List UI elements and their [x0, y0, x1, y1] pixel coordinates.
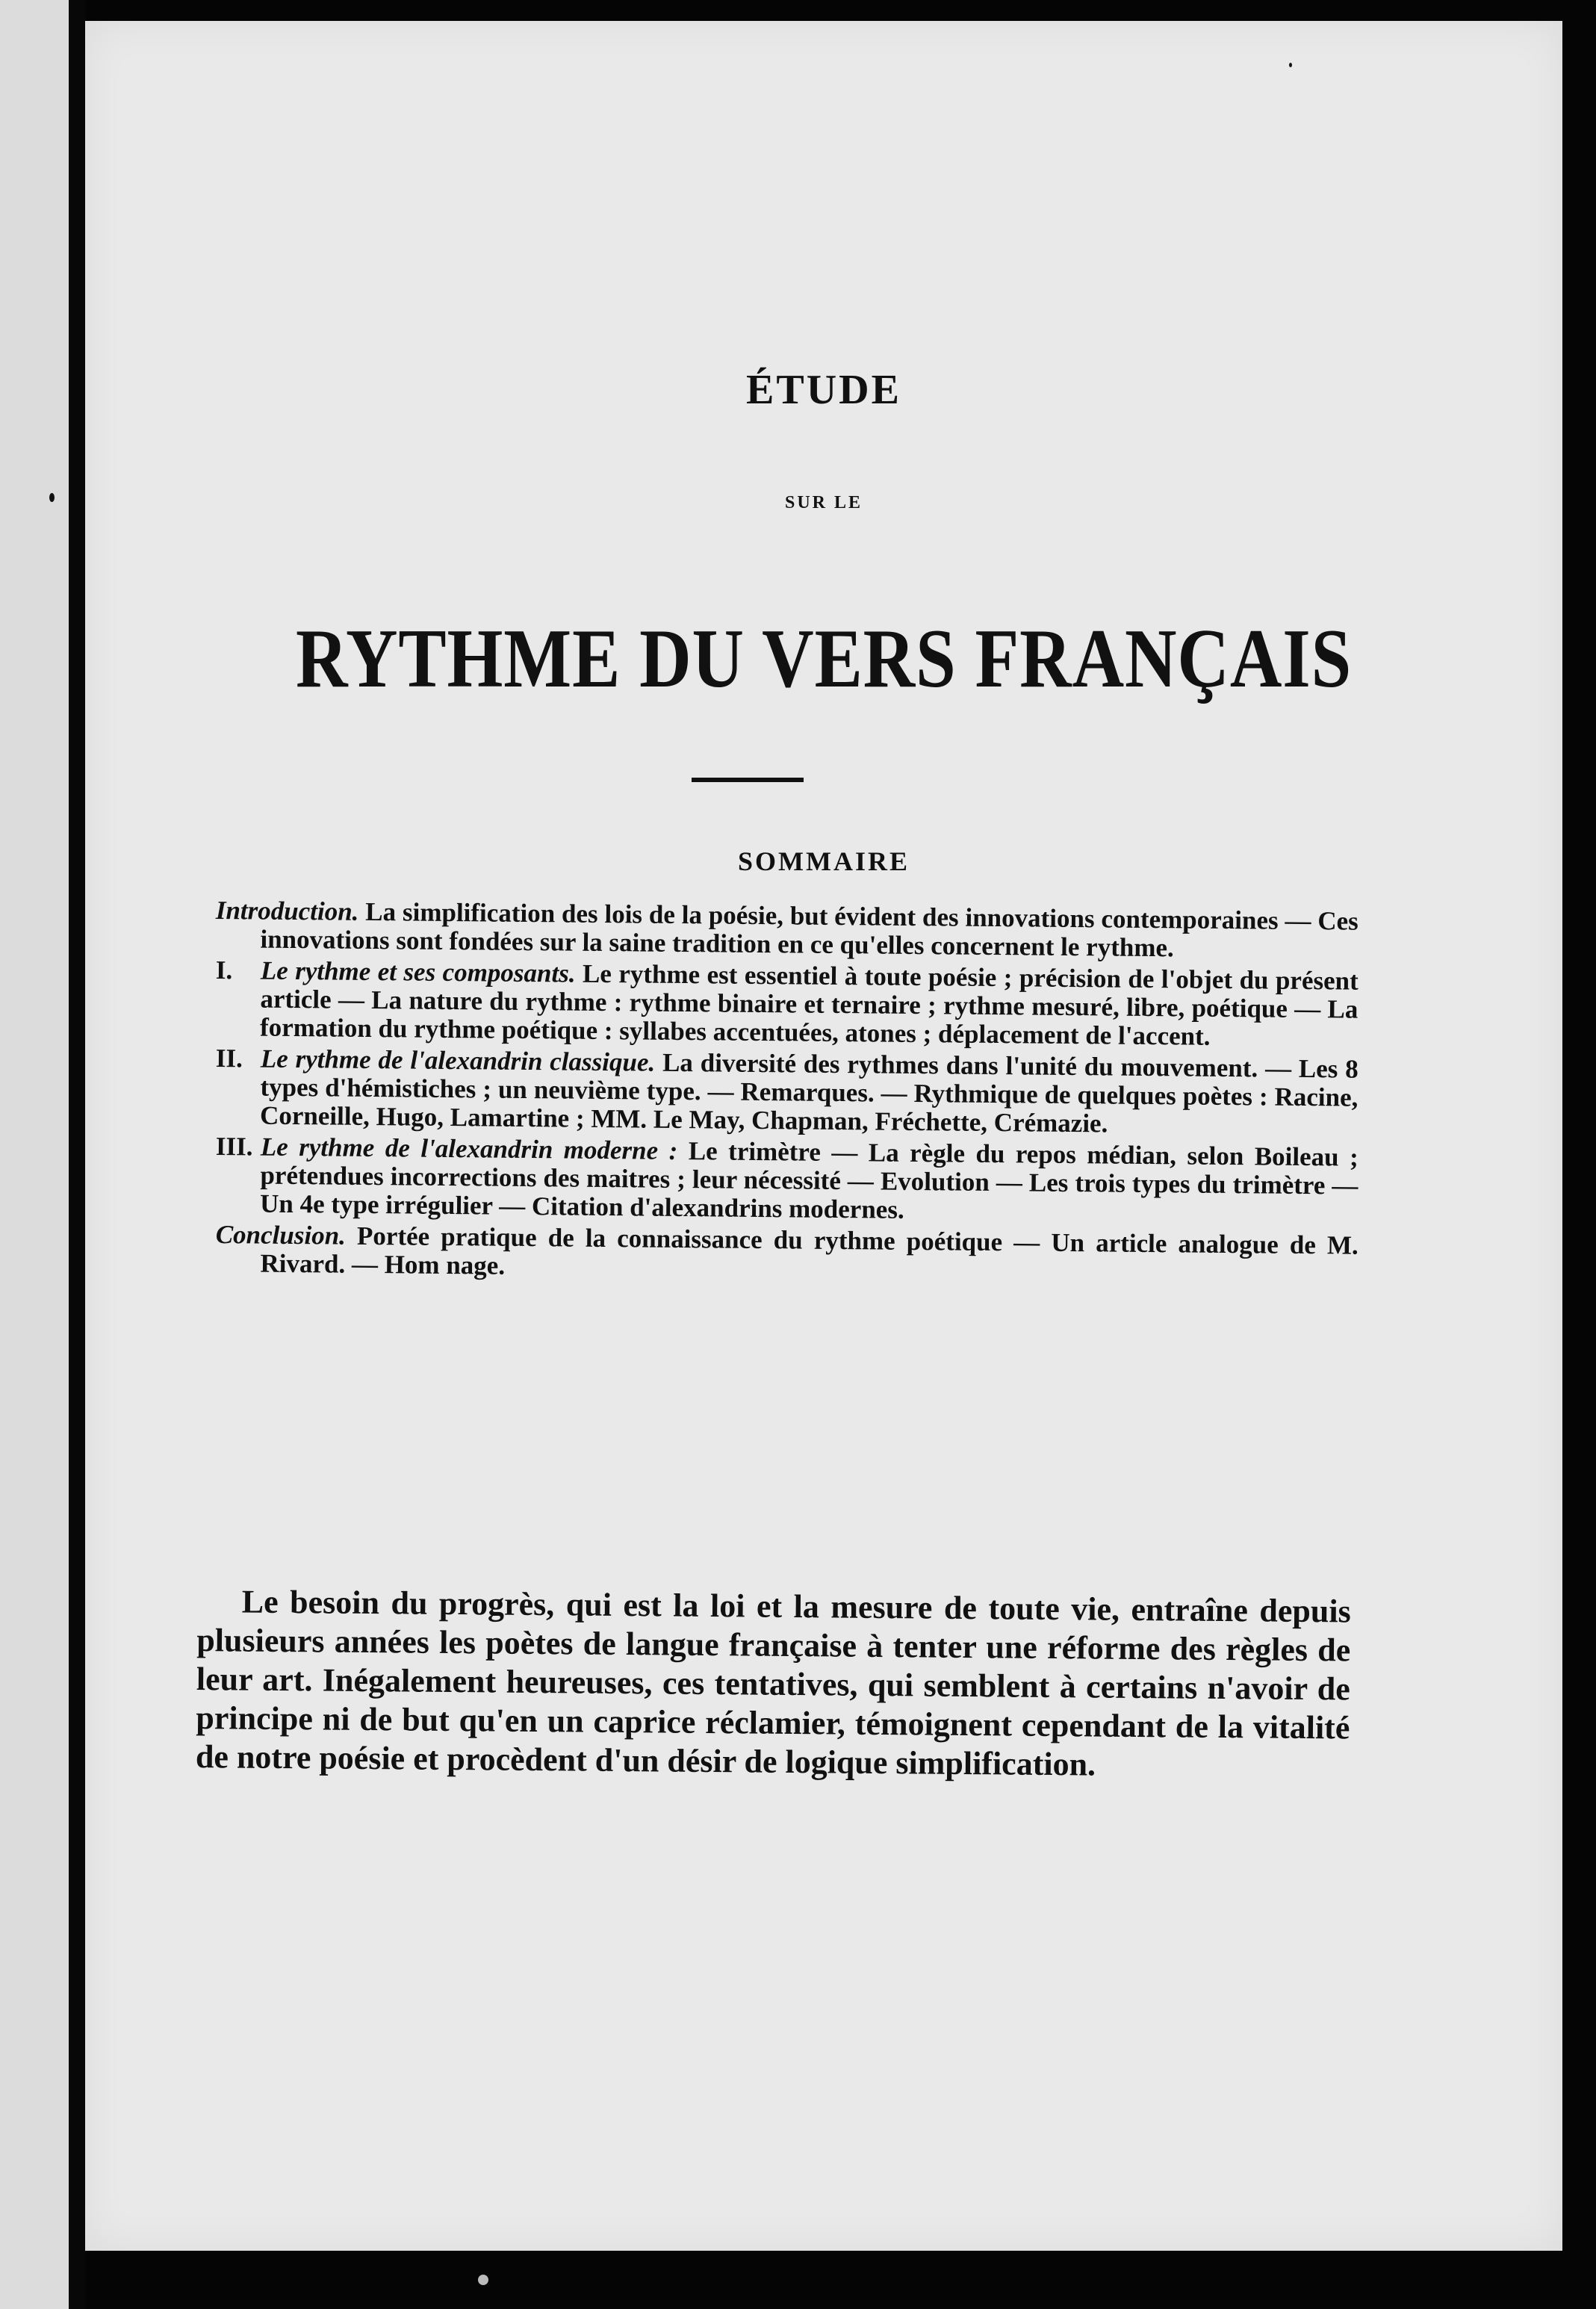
summary-conclusion	[215, 1221, 1359, 1289]
sommaire-list	[216, 896, 1359, 1280]
section-lead: Le rythme de l'alexandrin classique.	[260, 1044, 656, 1077]
heading-sur-le: SUR LE	[784, 493, 863, 512]
section-text: Le trimètre — La règle du repos médian, selon Boileau ; prétendues incorrections des maitres ; leur nécessité — Evolution — Les trois types du trimètre — Un 4e type irrégulier — Citation d'alexandrins modernes.	[259, 1135, 1359, 1224]
summary-introduction-lead: Introduction.	[215, 896, 359, 926]
page-gutter	[69, 0, 85, 2309]
page-title: RYTHME DU VERS FRANÇAIS	[295, 613, 1353, 705]
section-text: La diversité des rythmes dans l'unité du mouvement. — Les 8 types d'hémistiches ; un neuvième type. — Remarques. — Rythmique de quelques poètes : Racine, Corneille, Hugo, Lamartine ; MM. Le May, Chapman, Fréchette, Crémazie.	[259, 1047, 1359, 1138]
section-lead: Le rythme de l'alexandrin moderne :	[260, 1132, 678, 1165]
summary-conclusion-lead: Conclusion.	[215, 1220, 347, 1250]
summary-introduction	[215, 896, 1359, 964]
summary-section-1	[215, 956, 1359, 1053]
summary-section-3	[215, 1132, 1359, 1229]
book-page	[85, 21, 1562, 2251]
print-speck	[478, 2275, 488, 2285]
summary-introduction-text: La simplification des lois de la poésie, but évident des innovations contemporaines — Ces innovations sont fondées sur la saine tradition en ce qu'elles concernent le rythme.	[260, 896, 1359, 963]
summary-conclusion-text: Portée pratique de la connaissance du rythme poétique — Un article analogue de M. Rivard. — Hom nage.	[260, 1221, 1359, 1280]
section-number: I.	[215, 955, 233, 985]
section-text: Le rythme est essentiel à toute poésie ; précision de l'objet du présent article — La nature du rythme : rythme binaire et ternaire ; rythme mesuré, libre, poétique — La formation du rythme poétique : syllabes accentuées, atones ; déplacement de l'accent.	[259, 958, 1359, 1051]
title-rule	[692, 778, 804, 782]
summary-section-2	[215, 1044, 1359, 1141]
heading-etude: ÉTUDE	[746, 367, 901, 413]
sommaire-heading: SOMMAIRE	[738, 846, 910, 876]
facing-page-edge	[0, 0, 69, 2309]
body-paragraph: Le besoin du progrès, qui est la loi et la mesure de toute vie, entraîne depuis plusieurs années les poètes de langue française à tenter une réforme des règles de leur art. Inégalement heureuses, ces tentatives, qui semblent à certains n'avoir de principe ni de but qu'en un caprice réclamier, témoignent cependant de la vitalité de notre poésie et procèdent d'un désir de logique simplification.	[195, 1583, 1351, 1783]
print-speck	[1289, 63, 1292, 67]
section-number: II.	[215, 1044, 243, 1073]
print-speck	[49, 493, 55, 502]
section-lead: Le rythme et ses composants.	[260, 955, 576, 988]
section-number: III.	[215, 1132, 253, 1162]
